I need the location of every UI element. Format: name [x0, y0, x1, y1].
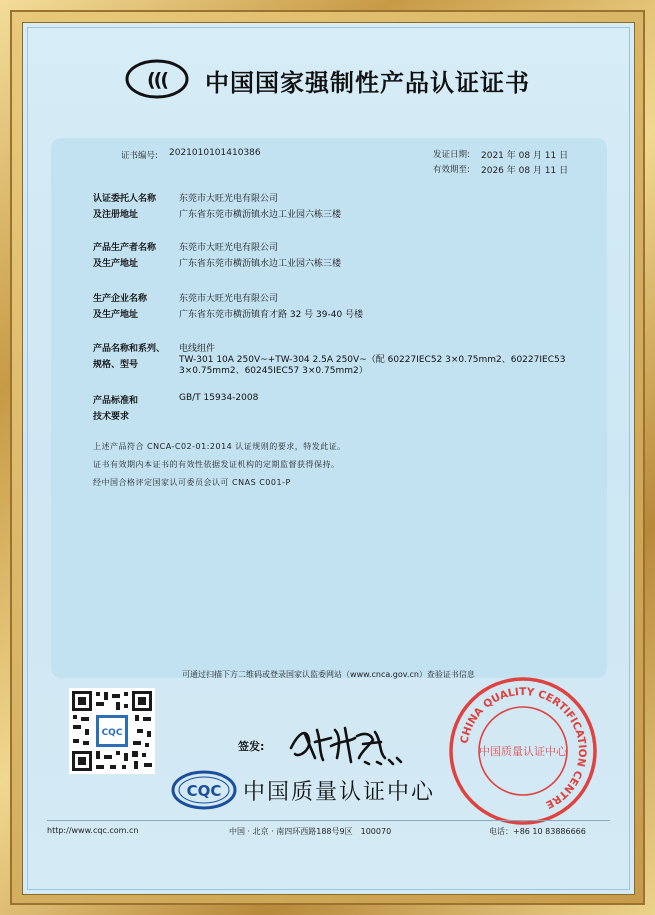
applicant-address: 广东省东莞市横沥镇水边工业园六栋三楼 — [179, 210, 342, 220]
factory-label: 生产企业名称 — [93, 294, 148, 304]
certificate — [22, 22, 635, 895]
product-spec-line-1: TW-301 10A 250V~+TW-304 2.5A 250V~（配 60227IEC52 3×0.75mm2、60227IEC53 — [179, 355, 566, 365]
ccc-logo — [125, 59, 189, 99]
qr-code[interactable] — [69, 688, 155, 774]
factory-label-2: 及生产地址 — [93, 310, 139, 320]
footer-phone: 电话：+86 10 83886666 — [489, 827, 586, 836]
organization-name: 中国质量认证中心 — [243, 780, 436, 805]
stamp-center-text: 中国质量认证中心 — [479, 745, 567, 758]
applicant-name: 东莞市大旺光电有限公司 — [179, 194, 279, 204]
factory-name: 东莞市大旺光电有限公司 — [179, 294, 279, 304]
note-line-3: 经中国合格评定国家认可委员会认可 CNAS C001-P — [93, 478, 291, 487]
valid-date: 2026 年 08 月 11 日 — [481, 166, 569, 176]
standard-label-2: 技术要求 — [93, 412, 130, 422]
applicant-label: 认证委托人名称 — [93, 194, 157, 204]
cert-no: 2021010101410386 — [169, 148, 261, 158]
product-spec-line-2: 3×0.75mm2、60245IEC57 3×0.75mm2） — [179, 366, 368, 376]
cqc-logo — [171, 770, 237, 810]
verify-text: 可通过扫描下方二维码或登录国家认监委网站（www.cnca.gov.cn）查验证书信息 — [182, 670, 475, 679]
applicant-label-2: 及注册地址 — [93, 210, 139, 220]
footer-address: 中国 · 北京 · 南四环西路188号9区 100070 — [229, 827, 392, 836]
product-label-2: 规格、型号 — [93, 360, 139, 370]
footer-website[interactable]: http://www.cqc.com.cn — [47, 826, 139, 835]
issue-label: 发证日期: — [433, 150, 470, 160]
note-line-2: 证书有效期内本证书的有效性依据发证机构的定期监督获得保持。 — [93, 460, 340, 469]
cert-no-label: 证书编号: — [121, 151, 158, 161]
manufacturer-label: 产品生产者名称 — [93, 243, 157, 253]
product-name: 电线组件 — [179, 344, 216, 354]
signature-label: 签发: — [238, 740, 265, 753]
factory-address: 广东省东莞市横沥镇育才路 32 号 39-40 号楼 — [179, 310, 364, 320]
manufacturer-label-2: 及生产地址 — [93, 259, 139, 269]
manufacturer-address: 广东省东莞市横沥镇水边工业园六栋三楼 — [179, 259, 342, 269]
signature — [285, 718, 405, 768]
qr-badge: CQC — [101, 728, 123, 738]
valid-label: 有效期至: — [433, 165, 470, 175]
note-line-1: 上述产品符合 CNCA-C02-01:2014 认证规则的要求，特发此证。 — [93, 442, 346, 451]
certificate-title: 中国国家强制性产品认证证书 — [205, 69, 530, 97]
manufacturer-name: 东莞市大旺光电有限公司 — [179, 243, 279, 253]
standard-value: GB/T 15934-2008 — [179, 393, 259, 403]
stamp-ring-text: CHINA QUALITY CERTIFICATION CENTRE — [458, 685, 589, 811]
footer-divider — [47, 820, 610, 821]
issue-date: 2021 年 08 月 11 日 — [481, 151, 569, 161]
standard-label: 产品标准和 — [93, 396, 139, 406]
official-stamp — [447, 675, 599, 827]
product-label: 产品名称和系列、 — [93, 344, 166, 354]
cqc-logo-text: CQC — [186, 782, 222, 800]
ccc-letters: ((( — [146, 69, 168, 91]
